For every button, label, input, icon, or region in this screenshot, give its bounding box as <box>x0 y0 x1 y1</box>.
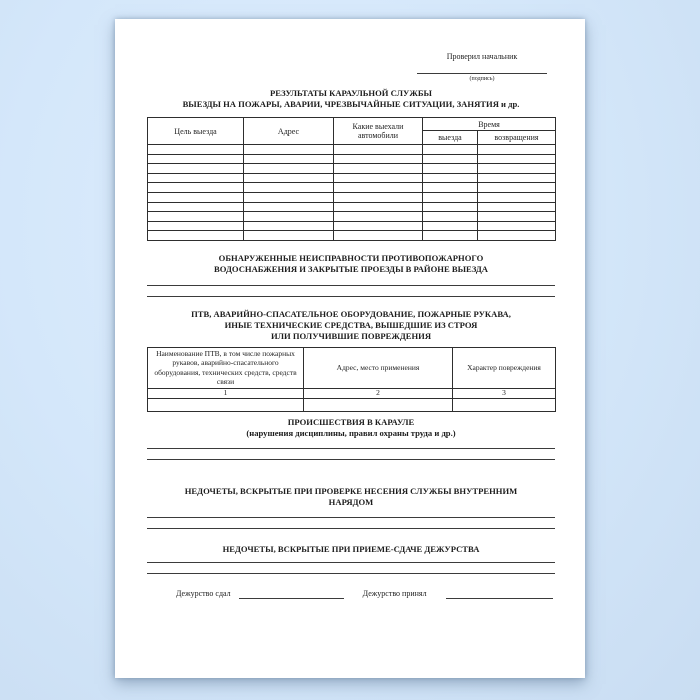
trips-header-time-return: возвращения <box>478 131 556 145</box>
duty-signatures-row <box>147 588 555 599</box>
water-section-title-line-2: ВОДОСНАБЖЕНИЯ И ЗАКРЫТЫЕ ПРОЕЗДЫ В РАЙОНЕ ВЫЕЗДА <box>214 263 488 274</box>
trips-table <box>147 117 556 241</box>
duty-handed-signature-line <box>239 588 344 599</box>
empty-cell <box>423 202 478 212</box>
water-section-title <box>147 253 555 275</box>
empty-cell <box>148 202 244 212</box>
empty-cell <box>148 173 244 183</box>
empty-cell <box>478 164 556 174</box>
incidents-title: ПРОИСШЕСТВИЯ В КАРАУЛЕ <box>287 416 415 427</box>
empty-cell <box>478 192 556 202</box>
equipment-column-number: 1 <box>148 388 304 398</box>
empty-cell <box>244 173 334 183</box>
empty-cell <box>334 231 423 241</box>
equipment-section-title-line-3: ИЛИ ПОЛУЧИВШИЕ ПОВРЕЖДЕНИЯ <box>270 330 432 341</box>
empty-cell <box>334 221 423 231</box>
signature-line <box>417 61 547 74</box>
empty-row <box>148 398 556 411</box>
empty-row <box>148 202 556 212</box>
empty-cell <box>478 212 556 222</box>
empty-cell <box>423 164 478 174</box>
empty-cell <box>148 212 244 222</box>
equipment-column-number: 2 <box>304 388 453 398</box>
write-line <box>147 275 555 286</box>
empty-row <box>148 221 556 231</box>
approval-label: Проверил начальник <box>446 52 518 61</box>
empty-cell <box>244 183 334 193</box>
duty-accepted-label: Дежурство принял <box>362 588 427 598</box>
write-line <box>147 508 555 518</box>
empty-cell <box>423 221 478 231</box>
water-section-title-line-1: ОБНАРУЖЕННЫЕ НЕИСПРАВНОСТИ ПРОТИВОПОЖАРНОГО <box>218 252 484 263</box>
empty-cell <box>148 183 244 193</box>
empty-cell <box>423 173 478 183</box>
trips-header-vehicles: Какие выехали автомобили <box>334 118 423 145</box>
handover-section-title <box>147 544 555 555</box>
duty-accepted-group <box>363 588 553 599</box>
empty-cell <box>334 154 423 164</box>
empty-cell <box>148 164 244 174</box>
empty-cell <box>423 212 478 222</box>
empty-cell <box>423 192 478 202</box>
empty-cell <box>334 183 423 193</box>
equipment-section-title <box>147 309 555 342</box>
equipment-header-location: Адрес, место применения <box>304 347 453 388</box>
empty-cell <box>244 192 334 202</box>
internal-duty-title-line-1: НЕДОЧЕТЫ, ВСКРЫТЫЕ ПРИ ПРОВЕРКЕ НЕСЕНИЯ СЛУЖБЫ ВНУТРЕННИМ <box>184 485 518 496</box>
signature-caption: (подпись) <box>469 76 495 82</box>
empty-cell <box>148 145 244 155</box>
trips-header-time: Время <box>423 118 556 131</box>
document-page <box>115 19 585 678</box>
empty-row <box>148 154 556 164</box>
empty-cell <box>423 183 478 193</box>
empty-row <box>148 183 556 193</box>
empty-cell <box>304 398 453 411</box>
empty-cell <box>478 183 556 193</box>
empty-cell <box>334 164 423 174</box>
equipment-section-title-line-1: ПТВ, АВАРИЙНО-СПАСАТЕЛЬНОЕ ОБОРУДОВАНИЕ, ПОЖАРНЫЕ РУКАВА, <box>191 308 511 319</box>
empty-cell <box>478 154 556 164</box>
empty-cell <box>478 202 556 212</box>
empty-cell <box>478 221 556 231</box>
empty-cell <box>423 231 478 241</box>
equipment-column-number: 3 <box>453 388 556 398</box>
equipment-section-title-line-2: ИНЫЕ ТЕХНИЧЕСКИЕ СРЕДСТВА, ВЫШЕДШИЕ ИЗ СТРОЯ <box>224 319 478 330</box>
duty-handed-group <box>176 588 344 599</box>
empty-cell <box>244 221 334 231</box>
approval-block <box>417 52 547 83</box>
empty-cell <box>453 398 556 411</box>
empty-row <box>148 145 556 155</box>
internal-duty-title-line-2: НАРЯДОМ <box>328 496 374 507</box>
empty-cell <box>148 398 304 411</box>
empty-cell <box>334 145 423 155</box>
document-title <box>133 88 569 110</box>
empty-cell <box>244 202 334 212</box>
empty-cell <box>148 231 244 241</box>
internal-duty-section-title <box>147 486 555 508</box>
empty-cell <box>478 145 556 155</box>
trips-header-time-departure: выезда <box>423 131 478 145</box>
handover-title: НЕДОЧЕТЫ, ВСКРЫТЫЕ ПРИ ПРИЕМЕ-СДАЧЕ ДЕЖУРСТВА <box>222 543 480 554</box>
empty-cell <box>148 192 244 202</box>
empty-row <box>148 212 556 222</box>
empty-row <box>148 192 556 202</box>
empty-cell <box>148 154 244 164</box>
empty-cell <box>423 154 478 164</box>
write-line <box>147 518 555 529</box>
empty-cell <box>244 154 334 164</box>
write-line <box>147 449 555 460</box>
empty-cell <box>244 231 334 241</box>
write-line <box>147 286 555 297</box>
empty-cell <box>244 145 334 155</box>
empty-row <box>148 231 556 241</box>
document-title-line-2: ВЫЕЗДЫ НА ПОЖАРЫ, АВАРИИ, ЧРЕЗВЫЧАЙНЫЕ СИТУАЦИИ, ЗАНЯТИЯ и др. <box>182 99 520 109</box>
empty-cell <box>334 192 423 202</box>
document-title-line-1: РЕЗУЛЬТАТЫ КАРАУЛЬНОЙ СЛУЖБЫ <box>270 88 432 98</box>
duty-handed-label: Дежурство сдал <box>176 588 231 598</box>
trips-header-address: Адрес <box>244 118 334 145</box>
incidents-section-title <box>147 417 555 439</box>
empty-cell <box>244 164 334 174</box>
write-line <box>147 563 555 574</box>
write-line <box>147 439 555 449</box>
empty-row <box>148 173 556 183</box>
empty-cell <box>334 173 423 183</box>
empty-cell <box>244 212 334 222</box>
equipment-table <box>147 347 556 412</box>
empty-cell <box>423 145 478 155</box>
equipment-header-damage: Характер повреждения <box>453 347 556 388</box>
trips-header-purpose: Цель выезда <box>148 118 244 145</box>
empty-cell <box>148 221 244 231</box>
equipment-header-name: Наименование ПТВ, в том числе пожарных рукавов, аварийно-спасательного оборудования, технических средств, средств связи <box>148 347 304 388</box>
write-line <box>147 555 555 563</box>
empty-cell <box>478 173 556 183</box>
empty-cell <box>334 212 423 222</box>
empty-cell <box>334 202 423 212</box>
duty-accepted-signature-line <box>446 588 553 599</box>
empty-cell <box>478 231 556 241</box>
incidents-subtitle: (нарушения дисциплины, правил охраны труда и др.) <box>246 427 456 438</box>
empty-row <box>148 164 556 174</box>
